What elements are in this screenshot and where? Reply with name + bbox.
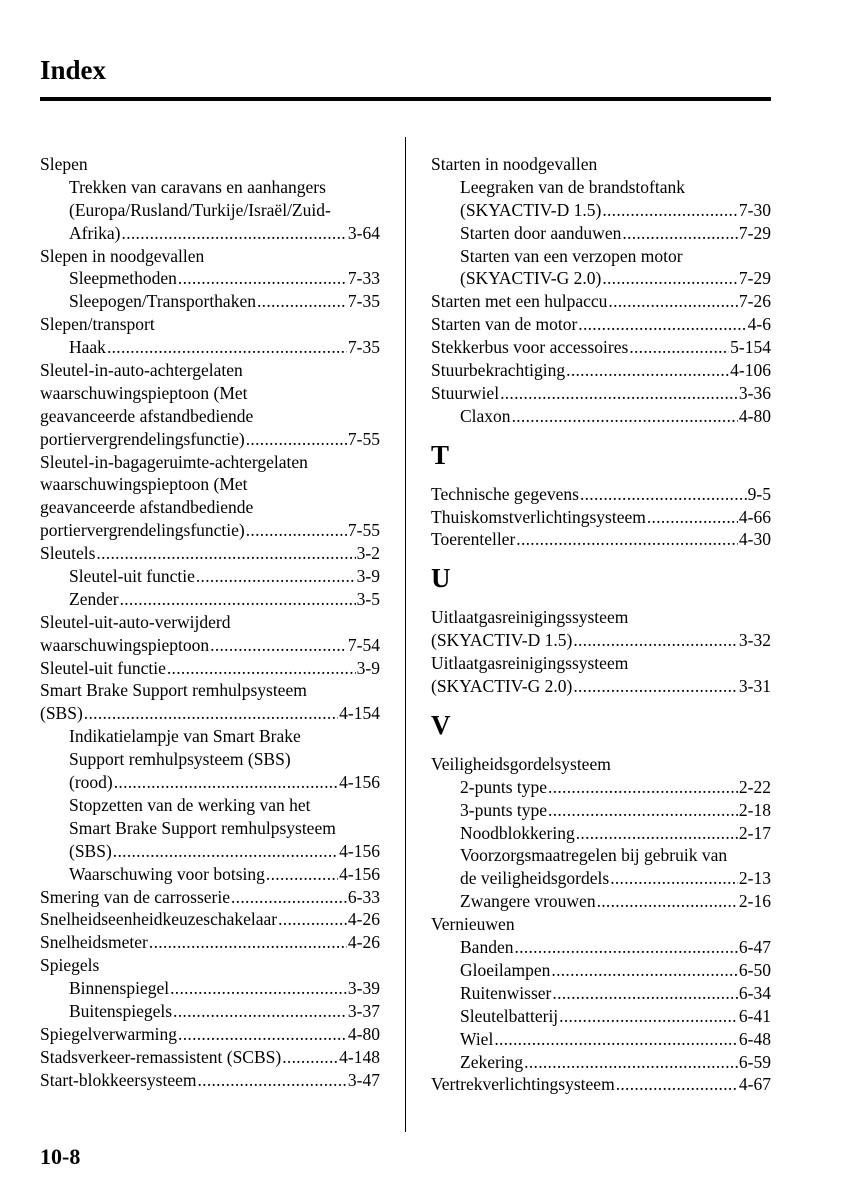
index-entry — [40, 451, 380, 474]
index-entry-text: geavanceerde afstandbediende — [40, 497, 254, 518]
index-entry — [431, 913, 771, 936]
index-entry-text: Support remhulpsysteem (SBS) — [69, 749, 291, 770]
index-entry-text: Slepen — [40, 154, 88, 174]
index-entry — [431, 936, 771, 959]
index-entry-text: (SKYACTIV-G 2.0) — [460, 268, 602, 289]
index-entry-page: 4-106 — [730, 360, 771, 381]
dot-leader — [548, 799, 738, 822]
index-entry-page: 2-22 — [738, 776, 771, 797]
index-entry-text: Start-blokkeersysteem — [40, 1069, 197, 1090]
index-entry — [40, 725, 380, 748]
dot-leader — [170, 977, 347, 1000]
index-entry-text: (SKYACTIV-D 1.5) — [431, 630, 573, 651]
index-entry-page: 3-37 — [347, 1000, 380, 1021]
index-entry — [431, 844, 771, 867]
index-entry-page: 4-156 — [339, 840, 380, 861]
index-entry-page: 7-54 — [347, 634, 380, 655]
index-section-letter: V — [431, 709, 451, 740]
index-entry — [40, 267, 380, 290]
index-entry-text: Smart Brake Support remhulpsysteem — [69, 817, 336, 838]
dot-leader — [576, 822, 738, 845]
index-entry — [431, 528, 771, 551]
index-entry-page: 2-16 — [738, 891, 771, 912]
index-entry — [40, 863, 380, 886]
index-entry-text: (SBS) — [40, 703, 83, 724]
index-entry-page: 6-41 — [738, 1005, 771, 1026]
index-entry — [40, 1046, 380, 1069]
index-entry — [40, 748, 380, 771]
index-entry-text: geavanceerde afstandbediende — [40, 405, 254, 426]
index-entry — [431, 336, 771, 359]
index-entry-text: (rood) — [69, 772, 113, 793]
index-entry — [40, 1000, 380, 1023]
index-entry-text: Haak — [69, 337, 106, 358]
index-entry-text: Thuiskomstverlichtingsysteem — [431, 506, 646, 527]
index-entry — [40, 428, 380, 451]
index-entry-page: 3-47 — [347, 1069, 380, 1090]
index-entry — [431, 753, 771, 776]
index-entry-text: waarschuwingspieptoon — [40, 634, 210, 655]
index-entry-text: Sleutel-uit-auto-verwijderd — [40, 611, 231, 632]
dot-leader — [551, 959, 738, 982]
index-entry-text: Trekken van caravans en aanhangers — [69, 176, 326, 197]
index-entry — [431, 506, 771, 529]
index-entry-page: 3-2 — [356, 543, 380, 564]
index-entry-text: Binnenspiegel — [69, 978, 170, 999]
index-entry-page: 3-32 — [738, 630, 771, 651]
index-entry-text: Starten met een hulpaccu — [431, 291, 608, 312]
index-entry — [431, 176, 771, 199]
dot-leader — [246, 519, 347, 542]
dot-leader — [608, 290, 738, 313]
index-entry — [431, 1028, 771, 1051]
dot-leader — [602, 267, 738, 290]
dot-leader — [566, 359, 729, 382]
dot-leader — [597, 890, 738, 913]
index-entry-page: 7-30 — [738, 199, 771, 220]
index-entry-page: 6-34 — [738, 982, 771, 1003]
index-entry-page: 7-55 — [347, 428, 380, 449]
index-entry-text: Sleepogen/Transporthaken — [69, 291, 256, 312]
index-section-letter: T — [431, 439, 450, 470]
index-entry — [40, 817, 380, 840]
index-entry-text: Waarschuwing voor botsing — [69, 863, 265, 884]
index-entry-page: 4-156 — [339, 772, 380, 793]
index-entry-text: (Europa/Rusland/Turkije/Israël/Zuid- — [69, 199, 331, 220]
dot-leader — [178, 267, 347, 290]
index-entry-text: Zender — [69, 588, 119, 609]
dot-leader — [573, 629, 738, 652]
index-entry-page: 5-154 — [730, 337, 771, 358]
index-entry-text: 2-punts type — [460, 776, 548, 797]
index-section-letter: U — [431, 563, 451, 594]
index-entry-text: portiervergrendelingsfunctie) — [40, 520, 245, 541]
dot-leader — [257, 290, 347, 313]
dot-leader — [580, 483, 747, 506]
index-entry-text: Sleutel-uit functie — [69, 566, 195, 587]
index-entry — [40, 519, 380, 542]
index-entry-page: 6-59 — [738, 1051, 771, 1072]
index-entry-text: Stekkerbus voor accessoires — [431, 337, 629, 358]
index-entry-text: Uitlaatgasreinigingssysteem — [431, 653, 629, 674]
index-entry-page: 7-55 — [347, 520, 380, 541]
index-entry — [431, 799, 771, 822]
index-entry-text: Wiel — [460, 1028, 494, 1049]
dot-leader — [266, 863, 338, 886]
index-entry — [40, 886, 380, 909]
index-entry — [431, 959, 771, 982]
index-entry — [40, 931, 380, 954]
index-entry — [40, 588, 380, 611]
index-entry-page: 6-50 — [738, 959, 771, 980]
dot-leader — [120, 588, 356, 611]
index-entry — [40, 1023, 380, 1046]
index-entry-page: 7-33 — [347, 268, 380, 289]
index-entry-text: Toerenteller — [431, 529, 516, 550]
index-entry-page: 7-26 — [738, 291, 771, 312]
dot-leader — [573, 675, 738, 698]
dot-leader — [167, 657, 356, 680]
index-entry — [40, 222, 380, 245]
index-column-left — [40, 153, 380, 1092]
index-entry-text: Snelheidseenheidkeuzeschakelaar — [40, 909, 278, 930]
index-entry-text: Sleutel-in-bagageruimte-achtergelaten — [40, 451, 308, 472]
index-entry-page: 2-18 — [738, 799, 771, 820]
dot-leader — [210, 634, 347, 657]
index-entry — [40, 1069, 380, 1092]
index-entry — [40, 496, 380, 519]
index-entry — [40, 840, 380, 863]
index-entry — [431, 382, 771, 405]
index-entry-page: 3-31 — [738, 676, 771, 697]
index-entry — [40, 336, 380, 359]
index-entry-text: Sleutel-uit functie — [40, 657, 166, 678]
dot-leader — [524, 1051, 738, 1074]
index-entry — [40, 405, 380, 428]
index-entry-text: Ruitenwisser — [460, 982, 552, 1003]
index-entry-text: Zekering — [460, 1051, 524, 1072]
index-entry-text: Starten van een verzopen motor — [460, 245, 683, 266]
index-entry-text: Leegraken van de brandstoftank — [460, 176, 685, 197]
index-entry-text: Spiegels — [40, 955, 100, 976]
dot-leader — [602, 199, 738, 222]
dot-leader — [107, 336, 347, 359]
dot-leader — [516, 528, 738, 551]
index-entry — [40, 908, 380, 931]
index-entry-page: 4-148 — [339, 1046, 380, 1067]
index-entry-text: Claxon — [460, 405, 511, 426]
index-entry — [40, 977, 380, 1000]
dot-leader — [113, 840, 338, 863]
index-entry — [431, 290, 771, 313]
index-entry — [431, 982, 771, 1005]
index-entry-text: Starten in noodgevallen — [431, 154, 598, 174]
index-entry-text: Sleutels — [40, 543, 96, 564]
dot-leader — [96, 542, 355, 565]
index-entry — [40, 290, 380, 313]
index-entry-page: 3-36 — [738, 382, 771, 403]
index-entry — [40, 657, 380, 680]
index-entry-page: 2-13 — [738, 868, 771, 889]
dot-leader — [559, 1005, 738, 1028]
index-entry — [431, 867, 771, 890]
index-entry-page: 4-156 — [339, 863, 380, 884]
index-entry-text: portiervergrendelingsfunctie) — [40, 428, 245, 449]
dot-leader — [84, 702, 338, 725]
index-entry — [40, 611, 380, 634]
page-number: 10-8 — [40, 1144, 81, 1169]
index-entry — [40, 634, 380, 657]
dot-leader — [647, 506, 738, 529]
dot-leader — [629, 336, 729, 359]
dot-leader — [578, 313, 746, 336]
index-entry — [40, 382, 380, 405]
index-entry — [40, 313, 380, 336]
index-entry-page: 4-6 — [747, 314, 771, 335]
dot-leader — [616, 1073, 738, 1096]
index-entry-page: 6-47 — [738, 937, 771, 958]
index-entry — [431, 153, 771, 176]
index-entry-text: Starten van de motor — [431, 314, 578, 335]
dot-leader — [552, 982, 738, 1005]
index-entry-text: Snelheidsmeter — [40, 932, 148, 953]
index-entry-text: Zwangere vrouwen — [460, 891, 596, 912]
index-entry — [40, 176, 380, 199]
index-entry-text: Stopzetten van de werking van het — [69, 794, 311, 815]
dot-leader — [197, 1069, 346, 1092]
index-entry — [431, 405, 771, 428]
index-entry-text: Uitlaatgasreinigingssysteem — [431, 607, 629, 628]
dot-leader — [178, 1023, 347, 1046]
index-entry — [431, 890, 771, 913]
index-entry — [40, 794, 380, 817]
index-column-right — [431, 153, 771, 1096]
index-entry-page: 7-35 — [347, 291, 380, 312]
index-entry — [431, 359, 771, 382]
page-title: Index — [40, 55, 107, 85]
dot-leader — [149, 931, 347, 954]
index-entry-text: Sleutelbatterij — [460, 1005, 559, 1026]
index-entry — [40, 565, 380, 588]
index-entry-text: Technische gegevens — [431, 483, 579, 504]
index-entry-text: Noodblokkering — [460, 822, 575, 843]
index-entry-text: Sleepmethoden — [69, 268, 177, 289]
index-entry-page: 3-64 — [347, 222, 380, 243]
index-entry-text: Slepen/transport — [40, 314, 155, 335]
index-entry-page: 9-5 — [747, 483, 771, 504]
column-divider — [405, 137, 406, 1132]
index-entry — [431, 313, 771, 336]
index-entry-page: 4-80 — [738, 405, 771, 426]
index-entry-page: 6-48 — [738, 1028, 771, 1049]
dot-leader — [282, 1046, 338, 1069]
index-entry-page: 4-67 — [738, 1074, 771, 1095]
dot-leader — [548, 776, 738, 799]
index-entry — [40, 542, 380, 565]
index-entry-page: 4-26 — [347, 932, 380, 953]
index-entry-page: 4-26 — [347, 909, 380, 930]
index-entry-page: 7-29 — [738, 222, 771, 243]
index-entry — [40, 199, 380, 222]
dot-leader — [196, 565, 356, 588]
header-rule — [40, 97, 771, 101]
index-entry-page: 3-5 — [356, 588, 380, 609]
index-entry — [431, 199, 771, 222]
index-entry-text: Buitenspiegels — [69, 1000, 173, 1021]
dot-leader — [514, 936, 737, 959]
dot-leader — [114, 771, 338, 794]
index-entry — [431, 245, 771, 268]
index-entry-page: 3-9 — [356, 657, 380, 678]
index-entry — [431, 1073, 771, 1096]
index-entry-page: 4-66 — [738, 506, 771, 527]
index-entry — [431, 1051, 771, 1074]
index-entry-text: Vernieuwen — [431, 914, 515, 935]
index-entry-page: 3-39 — [347, 978, 380, 999]
index-entry-page: 4-154 — [339, 703, 380, 724]
dot-leader — [512, 405, 738, 428]
index-entry-page: 6-33 — [347, 886, 380, 907]
index-entry — [431, 675, 771, 698]
index-entry-text: (SKYACTIV-D 1.5) — [460, 199, 602, 220]
index-entry — [40, 245, 380, 268]
index-entry-text: Gloeilampen — [460, 959, 551, 980]
index-entry — [431, 629, 771, 652]
index-entry-text: Smart Brake Support remhulpsysteem — [40, 680, 307, 701]
dot-leader — [500, 382, 738, 405]
index-entry-text: Afrika) — [69, 222, 121, 243]
index-entry-text: Banden — [460, 937, 514, 958]
index-entry-page: 4-80 — [347, 1023, 380, 1044]
index-entry-text: 3-punts type — [460, 799, 548, 820]
index-entry-text: Spiegelverwarming — [40, 1023, 178, 1044]
index-entry — [431, 1005, 771, 1028]
index-entry-text: Vertrekverlichtingsysteem — [431, 1074, 615, 1095]
dot-leader — [231, 886, 347, 909]
index-entry — [40, 771, 380, 794]
index-entry-text: Stuurwiel — [431, 382, 500, 403]
index-entry-text: Starten door aanduwen — [460, 222, 622, 243]
index-entry-text: (SBS) — [69, 840, 112, 861]
index-entry — [40, 359, 380, 382]
dot-leader — [622, 222, 738, 245]
index-entry-text: Indikatielampje van Smart Brake — [69, 726, 301, 747]
dot-leader — [278, 908, 347, 931]
index-entry — [431, 222, 771, 245]
index-entry-text: Stadsverkeer-remassistent (SCBS) — [40, 1046, 282, 1067]
index-entry — [40, 473, 380, 496]
index-entry-text: Stuurbekrachtiging — [431, 360, 566, 381]
index-entry-text: waarschuwingspieptoon (Met — [40, 382, 248, 403]
index-entry-text: Slepen in noodgevallen — [40, 245, 205, 266]
index-entry-text: Veiligheidsgordelsysteem — [431, 753, 611, 774]
index-entry-text: waarschuwingspieptoon (Met — [40, 474, 248, 495]
index-entry — [40, 153, 380, 176]
index-entry — [431, 606, 771, 629]
index-entry — [40, 702, 380, 725]
index-entry — [431, 652, 771, 675]
index-entry-text: Sleutel-in-auto-achtergelaten — [40, 360, 243, 381]
index-entry — [431, 776, 771, 799]
index-entry-page: 4-30 — [738, 529, 771, 550]
index-entry — [431, 483, 771, 506]
index-entry-text: de veiligheidsgordels — [460, 868, 610, 889]
index-entry — [40, 954, 380, 977]
dot-leader — [494, 1028, 738, 1051]
index-entry — [431, 822, 771, 845]
dot-leader — [610, 867, 738, 890]
index-entry-text: Voorzorgsmaatregelen bij gebruik van — [460, 845, 728, 866]
index-entry — [431, 267, 771, 290]
index-entry-page: 2-17 — [738, 822, 771, 843]
index-entry-text: (SKYACTIV-G 2.0) — [431, 676, 573, 697]
index-entry-page: 3-9 — [356, 566, 380, 587]
index-entry — [40, 679, 380, 702]
index-entry-page: 7-29 — [738, 268, 771, 289]
index-entry-text: Smering van de carrosserie — [40, 886, 230, 907]
index-entry-page: 7-35 — [347, 337, 380, 358]
dot-leader — [122, 222, 347, 245]
dot-leader — [173, 1000, 347, 1023]
dot-leader — [246, 428, 347, 451]
